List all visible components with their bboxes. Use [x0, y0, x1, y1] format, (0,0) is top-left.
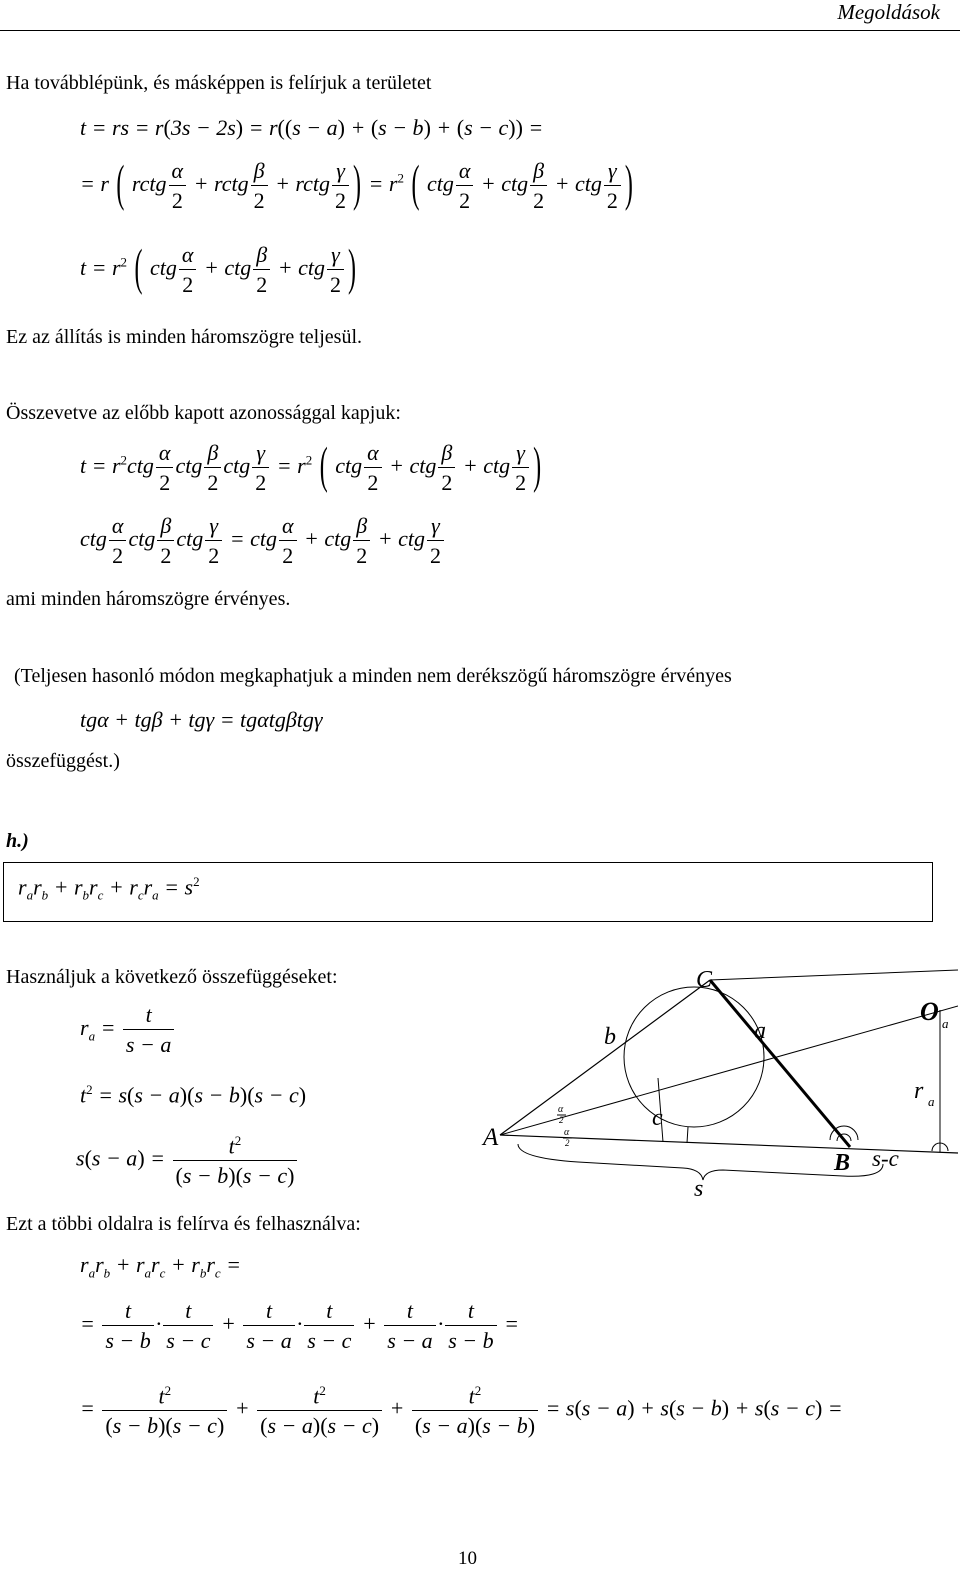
label-oa-sub: a [942, 1016, 949, 1031]
label-ra-sub: a [928, 1094, 935, 1109]
label-c-side: c [652, 1105, 663, 1131]
equation-area-3: $t = r^2$ ( ctg $\frac{\alpha}{2}$ + ctg $\frac{\beta}{2}$ + ctg $\frac{\gamma}{2}$ ) [80, 241, 356, 297]
bisector-line [500, 1006, 958, 1135]
label-c-vertex: C [696, 967, 713, 993]
page-header-title: Megoldások [837, 0, 940, 24]
label-b-side: b [604, 1024, 616, 1050]
label-b-vertex: B [834, 1150, 851, 1176]
statement-text-1: Ez az állítás is minden háromszögre teljesül. [6, 326, 362, 348]
equation-area-7: $r_a$ = $\frac{t}{s - a}$ [80, 1004, 176, 1056]
equation-area-4: $t = r^2ctg$ $\frac{\alpha}{2}$ ctg $\frac{\beta}{2}$ ctg $\frac{\gamma}{2}$ = $r^2$ ( ctg $\frac{\alpha}{2}$ + ctg $\frac{\beta}{2}$ + ctg $\frac{\gamma}{2}$ ) [80, 439, 542, 495]
other-sides-text: Ezt a többi oldalra is felírva és felhasználva: [6, 1213, 361, 1235]
label-two-lower: 2 [565, 1138, 570, 1148]
triangle-excircle-figure [478, 960, 958, 1220]
label-s-minus-c: s-c [872, 1146, 899, 1171]
intro-text: Ha továbblépünk, és másképpen is felírjuk a területet [6, 72, 432, 94]
label-alpha-upper: α [558, 1104, 564, 1115]
header-divider [0, 30, 960, 31]
label-ra: r [914, 1078, 924, 1104]
equation-area-1: t = rs = r(3s − 2s) = r((s − a) + (s − b) + (s − c)) = [80, 115, 544, 140]
equation-area-9: s(s − a) = $\frac{t^2}{(s - b)(s - c)}$ [76, 1134, 299, 1187]
incircle [624, 987, 764, 1127]
side-a-line [710, 980, 850, 1147]
remark-open-text: (Teljesen hasonló módon megkaphatjuk a minden nem derékszögű háromszögre érvényes [14, 665, 732, 687]
section-label: h.) [6, 830, 29, 852]
label-a-side: a [754, 1018, 766, 1044]
label-a-vertex: A [483, 1124, 499, 1151]
equation-area-2: = r ( rctg $\frac{\alpha}{2}$ + rctg $\frac{\beta}{2}$ + rctg $\frac{\gamma}{2}$ ) = $r^2$ ( ctg $\frac{\alpha}{2}$ + ctg $\frac{\beta}{2}$ + ctg $\frac{\gamma}{2}$ ) [80, 157, 633, 213]
side-b-line [500, 980, 710, 1135]
equation-area-5: ctg $\frac{\alpha}{2}$ ctg $\frac{\beta}{2}$ ctg $\frac{\gamma}{2}$ = ctg $\frac{\alpha}{2}$ + ctg $\frac{\beta}{2}$ + ctg $\frac{\gamma}{2}$ [80, 515, 446, 567]
label-alpha-lower: α [564, 1127, 570, 1138]
equation-area-10: $r_ar_b + r_ar_c + r_br_c$ = [80, 1252, 242, 1281]
equation-area-11: = $\frac{t}{s - b}$ · $\frac{t}{s - c}$ + $\frac{t}{s - a}$ · $\frac{t}{s - c}$ + $\frac{t}{s - a}$ · $\frac{t}{s - b}$ = [80, 1298, 519, 1353]
equation-area-12: = $\frac{t^2}{(s - b)(s - c)}$ + $\frac{t^2}{(s - a)(s - c)}$ + $\frac{t^2}{(s - a)(s - b)}$ = s(s − a) + s(s − b) + s(s − c) = [80, 1383, 843, 1439]
inradius-segment [687, 1127, 688, 1143]
use-intro-text: Használjuk a következő összefüggéseket: [6, 966, 338, 988]
page-number: 10 [458, 1548, 477, 1569]
compare-intro-text: Összevetve az előbb kapott azonossággal kapjuk: [6, 402, 401, 424]
label-s: s [694, 1176, 704, 1202]
boxed-formula: $r_ar_b + r_br_c + r_cr_a = s^2$ [18, 874, 200, 903]
side-extension-line [710, 970, 958, 980]
valid-all-text: ami minden háromszögre érvényes. [6, 588, 291, 610]
equation-area-6: tgα + tgβ + tgγ = tgαtgβtgγ [80, 707, 323, 732]
equation-area-8: $t^2 = s(s - a)(s - b)(s - c)$ [80, 1082, 307, 1108]
label-oa: O [920, 997, 939, 1026]
label-two-upper: 2 [559, 1115, 564, 1125]
brace-s [518, 1144, 883, 1180]
remark-close-text: összefüggést.) [6, 750, 120, 772]
